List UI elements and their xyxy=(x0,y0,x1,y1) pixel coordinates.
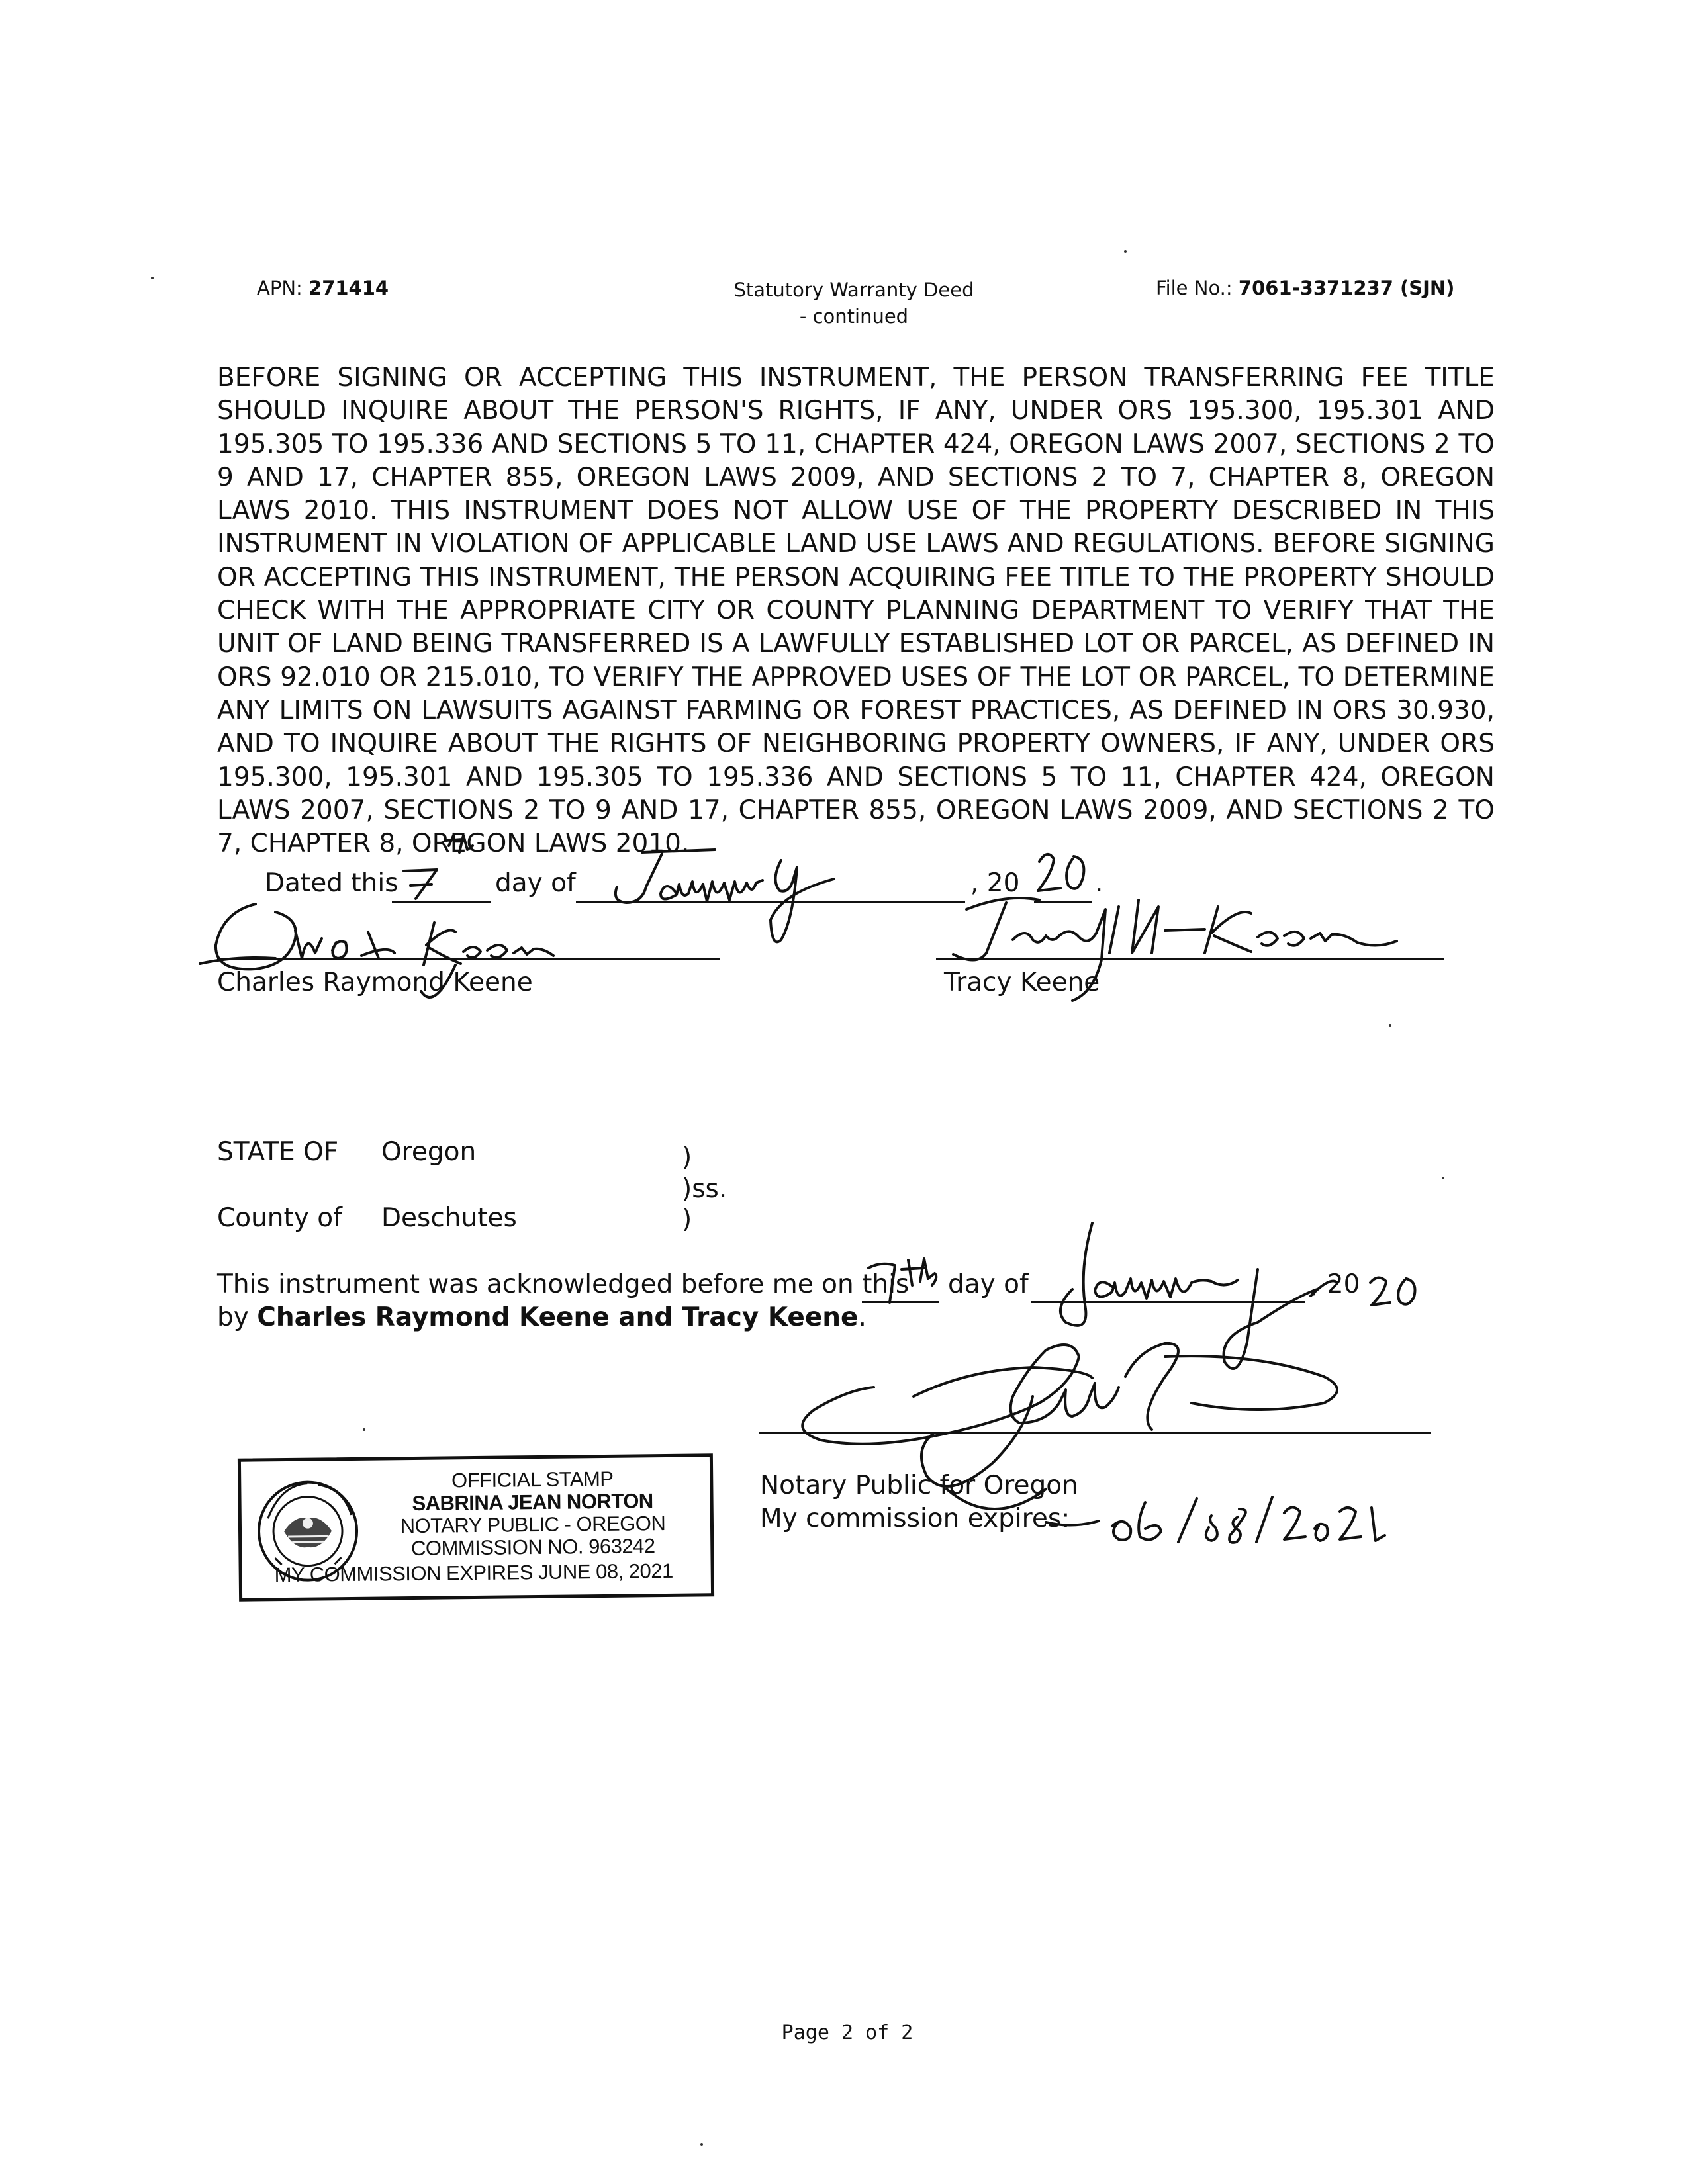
stamp-line-notary-public: NOTARY PUBLIC - OREGON xyxy=(400,1512,666,1538)
county-label: County of xyxy=(217,1203,342,1233)
ack-by-prefix: by xyxy=(217,1302,249,1332)
scan-speck xyxy=(1389,1024,1391,1027)
venue-paren-top: ) xyxy=(682,1142,692,1172)
land-use-disclosure-paragraph: BEFORE SIGNING OR ACCEPTING THIS INSTRUMENT, THE PERSON TRANSFERRING FEE TITLE SHOULD INQUIRE ABOUT THE PERSON'S RIGHTS, IF ANY, UNDER ORS 195.300, 195.301 AND 195.305 TO 195.336 AND SECTIONS 5 TO 11, CHAPTER 424, OREGON LAWS 2007, SECTIONS 2 TO 9 AND 17, CHAPTER 855, OREGON LAWS 2009, AND SECTIONS 2 TO 7, CHAPTER 8, OREGON LAWS 2010. THIS INSTRUMENT DOES NOT ALLOW USE OF THE PROPERTY DESCRIBED IN THIS INSTRUMENT IN VIOLATION OF APPLICABLE LAND USE LAWS AND REGULATIONS. BEFORE SIGNING OR ACCEPTING THIS INSTRUMENT, THE PERSON ACQUIRING FEE TITLE TO THE PROPERTY SHOULD CHECK WITH THE APPROPRIATE CITY OR COUNTY PLANNING DEPARTMENT TO VERIFY THAT THE UNIT OF LAND BEING TRANSFERRED IS A LAWFULLY ESTABLISHED LOT OR PARCEL, AS DEFINED IN ORS 92.010 OR 215.010, TO VERIFY THE APPROVED USES OF THE LOT OR PARCEL, TO DETERMINE ANY LIMITS ON LAWSUITS AGAINST FARMING OR FOREST PRACTICES, AS DEFINED IN ORS 30.930, AND TO INQUIRE ABOUT THE RIGHTS OF NEIGHBORING PROPERTY OWNERS, IF ANY, UNDER ORS 195.300, 195.301 AND 195.305 TO 195.336 AND SECTIONS 5 TO 11, CHAPTER 424, OREGON LAWS 2007, SECTIONS 2 TO 9 AND 17, CHAPTER 855, OREGON LAWS 2009, AND SECTIONS 2 TO 7, CHAPTER 8, OREGON LAWS 2010. xyxy=(217,363,1495,859)
file-number-header xyxy=(1156,277,1454,299)
scan-speck xyxy=(151,277,154,279)
file-number-value: 7061-3371237 (SJN) xyxy=(1238,277,1455,299)
scan-speck xyxy=(363,1428,365,1431)
scan-speck xyxy=(1124,250,1127,253)
notary-official-stamp xyxy=(238,1453,714,1602)
state-value: Oregon xyxy=(381,1137,477,1167)
page-number: Page 2 of 2 xyxy=(781,2021,914,2044)
dated-prefix: Dated this xyxy=(265,868,399,898)
acknowledgment-prefix: This instrument was acknowledged before me on this xyxy=(217,1269,910,1299)
stamp-line-expiration: MY COMMISSION EXPIRES JUNE 08, 2021 xyxy=(274,1559,673,1587)
handwritten-ack-day xyxy=(861,1255,947,1308)
dated-year-prefix: , 20 xyxy=(970,868,1020,898)
file-number-label: File No.: xyxy=(1156,277,1233,299)
document-title-text: Statutory Warranty Deed xyxy=(733,279,974,301)
handwritten-commission-expiry xyxy=(1046,1489,1390,1549)
handwritten-ack-year xyxy=(1366,1271,1426,1317)
signer2-name: Tracy Keene xyxy=(944,968,1100,997)
ack-by-names: Charles Raymond Keene and Tracy Keene xyxy=(257,1302,859,1332)
document-title xyxy=(675,277,1033,330)
apn-header xyxy=(257,277,389,299)
apn-value: 271414 xyxy=(308,277,389,299)
ack-day-of: day of xyxy=(948,1269,1029,1299)
ack-year-prefix: , 20 xyxy=(1311,1269,1360,1299)
signer1-name: Charles Raymond Keene xyxy=(217,968,533,997)
stamp-line-commission-number: COMMISSION NO. 963242 xyxy=(410,1534,655,1561)
dated-period: . xyxy=(1095,868,1103,898)
venue-paren-bottom: ) xyxy=(682,1205,692,1234)
state-label: STATE OF xyxy=(217,1137,339,1167)
acknowledgment-by-line xyxy=(217,1302,867,1332)
document-subtitle: - continued xyxy=(799,305,909,328)
venue-ss: )ss. xyxy=(682,1174,727,1204)
stamp-line-notary-name: SABRINA JEAN NORTON xyxy=(412,1489,653,1516)
county-value: Deschutes xyxy=(381,1203,517,1233)
notary-commission-expires: My commission expires: xyxy=(760,1504,1070,1533)
ack-by-period: . xyxy=(858,1302,867,1332)
stamp-line-official: OFFICIAL STAMP xyxy=(451,1467,614,1492)
notary-public-for: Notary Public for Oregon xyxy=(760,1471,1078,1500)
dated-day-of: day of xyxy=(495,868,576,898)
apn-label: APN: xyxy=(257,277,303,299)
scan-speck xyxy=(700,2143,703,2146)
scan-speck xyxy=(1442,1177,1444,1179)
